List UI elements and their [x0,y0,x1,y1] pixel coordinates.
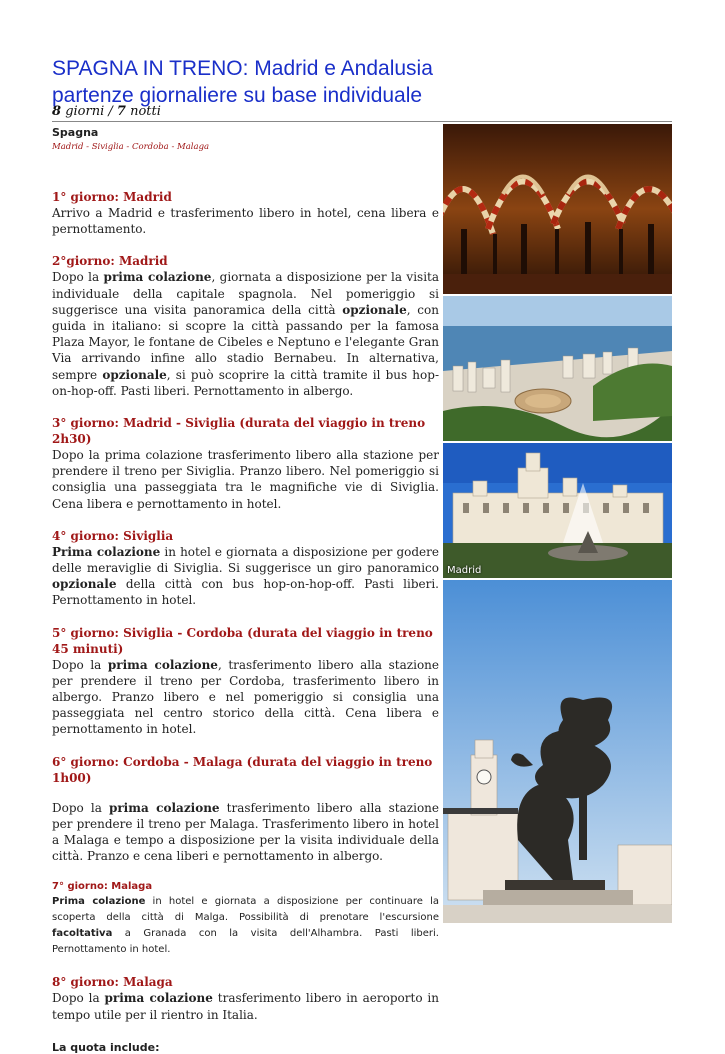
day-5 [52,625,439,738]
day-4 [52,528,439,609]
photo-madrid-cibeles [443,443,672,578]
day-7-title: 7° giorno: Malaga [52,881,153,893]
day-7 [52,880,439,958]
day-8-text: Dopo la prima colazione trasferimento libero in aeroporto in tempo utile per il rientro in Italia. [52,991,439,1022]
photo-caption-madrid: Madrid [447,565,482,576]
day-6-title: 6° giorno: Cordoba - Malaga (durata del viaggio in treno 1h00) [52,754,433,785]
photo-oso-madrono [443,580,672,923]
itinerary-content [52,126,439,1054]
day-8-title: 8° giorno: Malaga [52,975,173,990]
country-label: Spagna [52,126,99,139]
title-line-1: SPAGNA IN TRENO: Madrid e Andalusia [52,57,433,80]
days-label: giorni / [65,104,113,119]
photo-mezquita [443,124,672,294]
title-line-2: partenze giornaliere su base individuale [52,84,423,107]
day-1 [52,189,439,237]
day-6-text: Dopo la prima colazione trasferimento libero alla stazione per prendere il treno per Malaga. Trasferimento libero in hotel a Malaga e tempo a disposizione per la visita individuale della città. Pranzo e cena liberi e pernottamento in albergo. [52,800,440,864]
day-3-text: Dopo la prima colazione trasferimento libero alla stazione per prendere il treno per Siviglia. Pranzo libero. Nel pomeriggio si consiglia una passeggiata tra le magnifiche vie di Siviglia. Cena libera e pernottamento in hotel. [52,448,439,511]
route-label: Madrid - Siviglia - Cordoba - Malaga [52,142,210,152]
header-divider [52,121,672,122]
day-6 [52,754,439,865]
trip-duration [52,104,161,119]
day-4-text: Prima colazione in hotel e giornata a disposizione per godere delle meraviglie di Siviglia. Si suggerisce un giro panoramico opzionale della città con bus hop-on-hop-off. Pasti liberi. Pernottamento in hotel. [52,544,439,608]
day-5-text: Dopo la prima colazione, trasferimento libero alla stazione per prendere il treno per Cordoba, trasferimento libero in albergo. Pranzo libero e nel pomeriggio si consiglia una passeggiata nel centro storico della città. Cena libera e pernottamento in hotel. [52,657,439,737]
day-2-text: Dopo la prima colazione, giornata a disposizione per la visita individuale della capitale spagnola. Nel pomeriggio si suggerisce una visita panoramica della città opzionale, con guida in italiano: si scopre la città passando per la famosa Plaza Mayor, le fontane de Cibeles e Neptuno e l'elegante Gran Via arrivando infine allo stadio Bernabeu. In alternativa, sempre opzionale, si può scoprire la città tramite il bus hop-on-hop-off. Pasti liberi. Pernottamento in albergo. [52,270,440,398]
photo-malaga-panorama [443,296,672,441]
nights-number: 7 [116,104,126,119]
photo-column [443,124,672,925]
page-title [52,55,692,109]
day-7-text: Prima colazione in hotel e giornata a disposizione per continuare la scoperta della città di Malga. Possibilità di prenotare l'escursione facoltativa a Granada con la visita dell'Alhambra. Pasti liberi. Pernottamento in hotel. [52,896,439,956]
day-1-text: Arrivo a Madrid e trasferimento libero in hotel, cena libera e pernottamento. [52,206,439,237]
days-number: 8 [52,104,62,119]
price-includes-heading: La quota include: [52,1040,160,1054]
day-4-title: 4° giorno: Siviglia [52,528,174,543]
day-2 [52,253,439,399]
day-1-title: 1° giorno: Madrid [52,190,172,204]
day-2-title: 2°giorno: Madrid [52,254,168,269]
day-5-title: 5° giorno: Siviglia - Cordoba (durata del viaggio in treno 45 minuti) [52,625,433,656]
nights-label: notti [130,104,161,119]
day-3 [52,415,439,512]
day-8 [52,974,439,1022]
day-3-title: 3° giorno: Madrid - Siviglia (durata del viaggio in treno 2h30) [52,416,426,447]
